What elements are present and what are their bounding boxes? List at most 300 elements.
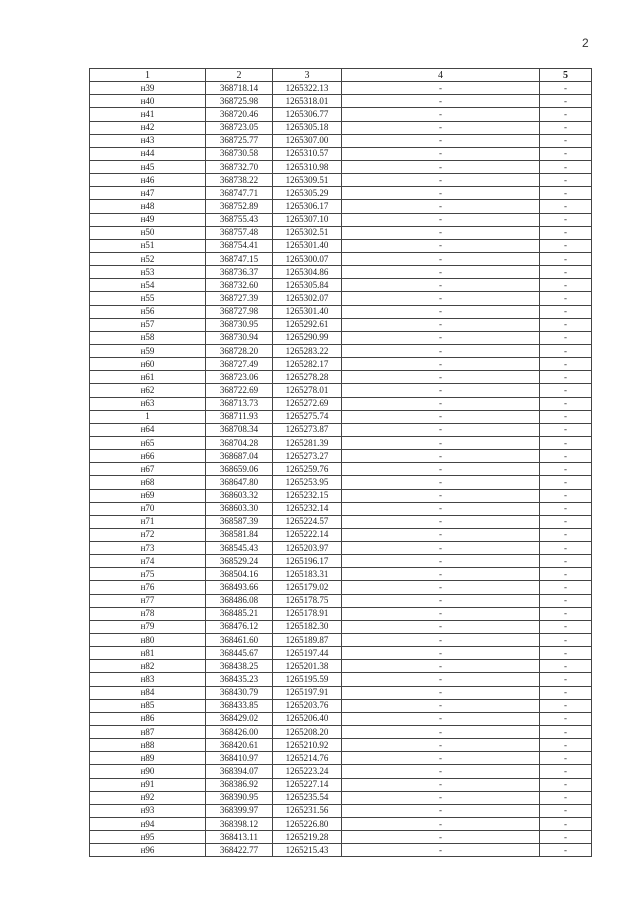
col5-cell: -: [540, 489, 592, 502]
table-row: [90, 371, 592, 384]
x-coordinate-cell: 368713.73: [206, 397, 273, 410]
col5-cell: -: [540, 187, 592, 200]
point-id-cell: н57: [90, 318, 206, 331]
point-id-cell: н90: [90, 765, 206, 778]
point-id-cell: н81: [90, 647, 206, 660]
point-id-cell: н48: [90, 200, 206, 213]
table-row: [90, 515, 592, 528]
col4-cell: -: [342, 660, 540, 673]
y-coordinate-cell: 1265208.20: [273, 726, 342, 739]
table-row: [90, 463, 592, 476]
table-body: [90, 82, 592, 857]
point-id-cell: 1: [90, 410, 206, 423]
y-coordinate-cell: 1265301.40: [273, 239, 342, 252]
col4-cell: -: [342, 305, 540, 318]
x-coordinate-cell: 368730.94: [206, 331, 273, 344]
point-id-cell: н86: [90, 712, 206, 725]
point-id-cell: н95: [90, 831, 206, 844]
y-coordinate-cell: 1265281.39: [273, 436, 342, 449]
col5-cell: -: [540, 305, 592, 318]
y-coordinate-cell: 1265253.95: [273, 476, 342, 489]
x-coordinate-cell: 368430.79: [206, 686, 273, 699]
table-row: [90, 358, 592, 371]
x-coordinate-cell: 368438.25: [206, 660, 273, 673]
y-coordinate-cell: 1265196.17: [273, 555, 342, 568]
col4-cell: -: [342, 160, 540, 173]
point-id-cell: н94: [90, 818, 206, 831]
x-coordinate-cell: 368727.49: [206, 358, 273, 371]
table-row: [90, 423, 592, 436]
point-id-cell: н69: [90, 489, 206, 502]
table-row: [90, 739, 592, 752]
table-row: [90, 489, 592, 502]
x-coordinate-cell: 368754.41: [206, 239, 273, 252]
col4-cell: -: [342, 384, 540, 397]
point-id-cell: н41: [90, 108, 206, 121]
col5-cell: -: [540, 804, 592, 817]
x-coordinate-cell: 368413.11: [206, 831, 273, 844]
point-id-cell: н56: [90, 305, 206, 318]
col5-cell: -: [540, 213, 592, 226]
col4-cell: -: [342, 344, 540, 357]
point-id-cell: н46: [90, 174, 206, 187]
table-row: [90, 450, 592, 463]
point-id-cell: н39: [90, 82, 206, 95]
x-coordinate-cell: 368687.04: [206, 450, 273, 463]
col5-cell: -: [540, 95, 592, 108]
y-coordinate-cell: 1265307.10: [273, 213, 342, 226]
y-coordinate-cell: 1265307.00: [273, 134, 342, 147]
col4-cell: -: [342, 213, 540, 226]
col4-cell: -: [342, 778, 540, 791]
y-coordinate-cell: 1265278.28: [273, 371, 342, 384]
table-row: [90, 147, 592, 160]
col5-cell: -: [540, 174, 592, 187]
y-coordinate-cell: 1265219.28: [273, 831, 342, 844]
col5-cell: -: [540, 712, 592, 725]
x-coordinate-cell: 368587.39: [206, 515, 273, 528]
col5-cell: -: [540, 778, 592, 791]
y-coordinate-cell: 1265273.87: [273, 423, 342, 436]
x-coordinate-cell: 368752.89: [206, 200, 273, 213]
point-id-cell: н72: [90, 528, 206, 541]
col4-cell: -: [342, 134, 540, 147]
col4-cell: -: [342, 634, 540, 647]
point-id-cell: н51: [90, 239, 206, 252]
table-row: [90, 752, 592, 765]
point-id-cell: н87: [90, 726, 206, 739]
table-row: [90, 791, 592, 804]
y-coordinate-cell: 1265306.77: [273, 108, 342, 121]
y-coordinate-cell: 1265178.75: [273, 594, 342, 607]
point-id-cell: н84: [90, 686, 206, 699]
y-coordinate-cell: 1265275.74: [273, 410, 342, 423]
col4-cell: -: [342, 239, 540, 252]
y-coordinate-cell: 1265292.61: [273, 318, 342, 331]
table-row: [90, 344, 592, 357]
table-row: [90, 266, 592, 279]
col5-cell: -: [540, 436, 592, 449]
col5-cell: -: [540, 239, 592, 252]
x-coordinate-cell: 368727.98: [206, 305, 273, 318]
col5-cell: -: [540, 147, 592, 160]
x-coordinate-cell: 368727.39: [206, 292, 273, 305]
col5-cell: -: [540, 765, 592, 778]
y-coordinate-cell: 1265197.44: [273, 647, 342, 660]
col4-cell: -: [342, 818, 540, 831]
col5-cell: -: [540, 647, 592, 660]
y-coordinate-cell: 1265189.87: [273, 634, 342, 647]
y-coordinate-cell: 1265272.69: [273, 397, 342, 410]
table-row: [90, 778, 592, 791]
table-row: [90, 305, 592, 318]
x-coordinate-cell: 368730.58: [206, 147, 273, 160]
x-coordinate-cell: 368708.34: [206, 423, 273, 436]
y-coordinate-cell: 1265222.14: [273, 528, 342, 541]
col4-cell: -: [342, 542, 540, 555]
table-row: [90, 581, 592, 594]
x-coordinate-cell: 368486.08: [206, 594, 273, 607]
x-coordinate-cell: 368725.98: [206, 95, 273, 108]
col5-cell: -: [540, 279, 592, 292]
y-coordinate-cell: 1265178.91: [273, 607, 342, 620]
point-id-cell: н76: [90, 581, 206, 594]
x-coordinate-cell: 368529.24: [206, 555, 273, 568]
col4-cell: -: [342, 752, 540, 765]
col5-cell: -: [540, 502, 592, 515]
table-row: [90, 804, 592, 817]
col4-cell: -: [342, 607, 540, 620]
col4-cell: -: [342, 358, 540, 371]
col5-cell: -: [540, 252, 592, 265]
table-row: [90, 528, 592, 541]
coordinates-table: [89, 68, 592, 857]
col5-cell: -: [540, 410, 592, 423]
y-coordinate-cell: 1265214.76: [273, 752, 342, 765]
col5-cell: -: [540, 726, 592, 739]
table-row: [90, 607, 592, 620]
x-coordinate-cell: 368718.14: [206, 82, 273, 95]
col4-cell: -: [342, 279, 540, 292]
col4-cell: -: [342, 528, 540, 541]
x-coordinate-cell: 368398.12: [206, 818, 273, 831]
x-coordinate-cell: 368390.95: [206, 791, 273, 804]
y-coordinate-cell: 1265206.40: [273, 712, 342, 725]
col5-cell: -: [540, 818, 592, 831]
x-coordinate-cell: 368545.43: [206, 542, 273, 555]
point-id-cell: н89: [90, 752, 206, 765]
col4-cell: -: [342, 673, 540, 686]
col4-cell: -: [342, 410, 540, 423]
col5-cell: -: [540, 555, 592, 568]
point-id-cell: н47: [90, 187, 206, 200]
x-coordinate-cell: 368747.15: [206, 252, 273, 265]
y-coordinate-cell: 1265197.91: [273, 686, 342, 699]
col5-cell: -: [540, 844, 592, 857]
col5-cell: -: [540, 660, 592, 673]
col5-cell: -: [540, 528, 592, 541]
y-coordinate-cell: 1265304.86: [273, 266, 342, 279]
col4-cell: -: [342, 174, 540, 187]
table-row: [90, 318, 592, 331]
col5-cell: -: [540, 831, 592, 844]
point-id-cell: н50: [90, 226, 206, 239]
x-coordinate-cell: 368433.85: [206, 699, 273, 712]
table-row: [90, 134, 592, 147]
y-coordinate-cell: 1265210.92: [273, 739, 342, 752]
y-coordinate-cell: 1265259.76: [273, 463, 342, 476]
table-row: [90, 476, 592, 489]
point-id-cell: н55: [90, 292, 206, 305]
table-row: [90, 647, 592, 660]
col5-cell: -: [540, 82, 592, 95]
y-coordinate-cell: 1265235.54: [273, 791, 342, 804]
y-coordinate-cell: 1265301.40: [273, 305, 342, 318]
col4-cell: -: [342, 647, 540, 660]
table-row: [90, 187, 592, 200]
col5-cell: -: [540, 476, 592, 489]
header-row: [90, 69, 592, 82]
x-coordinate-cell: 368420.61: [206, 739, 273, 752]
x-coordinate-cell: 368723.06: [206, 371, 273, 384]
col5-cell: -: [540, 423, 592, 436]
table-row: [90, 568, 592, 581]
x-coordinate-cell: 368410.97: [206, 752, 273, 765]
col4-cell: -: [342, 594, 540, 607]
col5-cell: -: [540, 791, 592, 804]
y-coordinate-cell: 1265195.59: [273, 673, 342, 686]
y-coordinate-cell: 1265231.56: [273, 804, 342, 817]
point-id-cell: н92: [90, 791, 206, 804]
col5-cell: -: [540, 673, 592, 686]
x-coordinate-cell: 368426.00: [206, 726, 273, 739]
col4-cell: -: [342, 712, 540, 725]
col5-cell: -: [540, 699, 592, 712]
table-row: [90, 686, 592, 699]
point-id-cell: н75: [90, 568, 206, 581]
table-row: [90, 436, 592, 449]
y-coordinate-cell: 1265232.15: [273, 489, 342, 502]
col4-cell: -: [342, 108, 540, 121]
col4-cell: -: [342, 95, 540, 108]
col4-cell: -: [342, 423, 540, 436]
col5-cell: -: [540, 358, 592, 371]
col4-cell: -: [342, 489, 540, 502]
table-row: [90, 831, 592, 844]
x-coordinate-cell: 368504.16: [206, 568, 273, 581]
point-id-cell: н96: [90, 844, 206, 857]
point-id-cell: н91: [90, 778, 206, 791]
point-id-cell: н62: [90, 384, 206, 397]
x-coordinate-cell: 368581.84: [206, 528, 273, 541]
col5-cell: -: [540, 607, 592, 620]
point-id-cell: н53: [90, 266, 206, 279]
table-row: [90, 712, 592, 725]
point-id-cell: н49: [90, 213, 206, 226]
table-row: [90, 108, 592, 121]
point-id-cell: н73: [90, 542, 206, 555]
y-coordinate-cell: 1265201.38: [273, 660, 342, 673]
point-id-cell: н44: [90, 147, 206, 160]
x-coordinate-cell: 368728.20: [206, 344, 273, 357]
table-row: [90, 331, 592, 344]
point-id-cell: н45: [90, 160, 206, 173]
y-coordinate-cell: 1265302.51: [273, 226, 342, 239]
col4-cell: -: [342, 568, 540, 581]
col4-cell: -: [342, 292, 540, 305]
table-row: [90, 765, 592, 778]
col4-cell: -: [342, 331, 540, 344]
header-col-4: 4: [342, 69, 540, 82]
table-row: [90, 174, 592, 187]
y-coordinate-cell: 1265179.02: [273, 581, 342, 594]
table-row: [90, 555, 592, 568]
table-row: [90, 200, 592, 213]
x-coordinate-cell: 368725.77: [206, 134, 273, 147]
table-row: [90, 673, 592, 686]
x-coordinate-cell: 368730.95: [206, 318, 273, 331]
y-coordinate-cell: 1265223.24: [273, 765, 342, 778]
point-id-cell: н80: [90, 634, 206, 647]
x-coordinate-cell: 368722.69: [206, 384, 273, 397]
y-coordinate-cell: 1265224.57: [273, 515, 342, 528]
point-id-cell: н88: [90, 739, 206, 752]
col5-cell: -: [540, 752, 592, 765]
col4-cell: -: [342, 804, 540, 817]
point-id-cell: н42: [90, 121, 206, 134]
header-col-1: 1: [90, 69, 206, 82]
col4-cell: -: [342, 739, 540, 752]
col4-cell: -: [342, 318, 540, 331]
x-coordinate-cell: 368659.06: [206, 463, 273, 476]
x-coordinate-cell: 368732.70: [206, 160, 273, 173]
point-id-cell: н83: [90, 673, 206, 686]
col5-cell: -: [540, 292, 592, 305]
col5-cell: -: [540, 134, 592, 147]
table-row: [90, 726, 592, 739]
table-row: [90, 384, 592, 397]
x-coordinate-cell: 368476.12: [206, 620, 273, 633]
table-row: [90, 121, 592, 134]
table-row: [90, 239, 592, 252]
col4-cell: -: [342, 726, 540, 739]
table-row: [90, 82, 592, 95]
x-coordinate-cell: 368399.97: [206, 804, 273, 817]
x-coordinate-cell: 368493.66: [206, 581, 273, 594]
col5-cell: -: [540, 686, 592, 699]
col5-cell: -: [540, 515, 592, 528]
point-id-cell: н54: [90, 279, 206, 292]
col5-cell: -: [540, 463, 592, 476]
point-id-cell: н93: [90, 804, 206, 817]
y-coordinate-cell: 1265215.43: [273, 844, 342, 857]
table-row: [90, 818, 592, 831]
col5-cell: -: [540, 331, 592, 344]
y-coordinate-cell: 1265306.17: [273, 200, 342, 213]
table-row: [90, 292, 592, 305]
point-id-cell: н52: [90, 252, 206, 265]
point-id-cell: н40: [90, 95, 206, 108]
y-coordinate-cell: 1265227.14: [273, 778, 342, 791]
point-id-cell: н74: [90, 555, 206, 568]
col4-cell: -: [342, 121, 540, 134]
y-coordinate-cell: 1265322.13: [273, 82, 342, 95]
y-coordinate-cell: 1265226.80: [273, 818, 342, 831]
x-coordinate-cell: 368755.43: [206, 213, 273, 226]
col5-cell: -: [540, 266, 592, 279]
table-header: [90, 69, 592, 82]
col5-cell: -: [540, 594, 592, 607]
x-coordinate-cell: 368386.92: [206, 778, 273, 791]
point-id-cell: н67: [90, 463, 206, 476]
point-id-cell: н64: [90, 423, 206, 436]
header-col-2: 2: [206, 69, 273, 82]
x-coordinate-cell: 368704.28: [206, 436, 273, 449]
col4-cell: -: [342, 844, 540, 857]
point-id-cell: н71: [90, 515, 206, 528]
col4-cell: -: [342, 555, 540, 568]
table-row: [90, 279, 592, 292]
table-row: [90, 502, 592, 515]
table-row: [90, 252, 592, 265]
x-coordinate-cell: 368732.60: [206, 279, 273, 292]
table-row: [90, 397, 592, 410]
x-coordinate-cell: 368429.02: [206, 712, 273, 725]
point-id-cell: н68: [90, 476, 206, 489]
y-coordinate-cell: 1265282.17: [273, 358, 342, 371]
col5-cell: -: [540, 384, 592, 397]
x-coordinate-cell: 368461.60: [206, 634, 273, 647]
table-row: [90, 660, 592, 673]
col4-cell: -: [342, 450, 540, 463]
col5-cell: -: [540, 160, 592, 173]
col4-cell: -: [342, 397, 540, 410]
x-coordinate-cell: 368603.30: [206, 502, 273, 515]
table-row: [90, 699, 592, 712]
y-coordinate-cell: 1265310.57: [273, 147, 342, 160]
y-coordinate-cell: 1265305.84: [273, 279, 342, 292]
table-row: [90, 634, 592, 647]
col4-cell: -: [342, 765, 540, 778]
col4-cell: -: [342, 226, 540, 239]
y-coordinate-cell: 1265182.30: [273, 620, 342, 633]
col5-cell: -: [540, 739, 592, 752]
point-id-cell: н70: [90, 502, 206, 515]
x-coordinate-cell: 368422.77: [206, 844, 273, 857]
x-coordinate-cell: 368711.93: [206, 410, 273, 423]
col5-cell: -: [540, 450, 592, 463]
col5-cell: -: [540, 200, 592, 213]
table-row: [90, 213, 592, 226]
y-coordinate-cell: 1265302.07: [273, 292, 342, 305]
point-id-cell: н65: [90, 436, 206, 449]
x-coordinate-cell: 368757.48: [206, 226, 273, 239]
point-id-cell: н43: [90, 134, 206, 147]
y-coordinate-cell: 1265183.31: [273, 568, 342, 581]
col5-cell: -: [540, 568, 592, 581]
y-coordinate-cell: 1265300.07: [273, 252, 342, 265]
y-coordinate-cell: 1265305.18: [273, 121, 342, 134]
table-row: [90, 160, 592, 173]
col5-cell: -: [540, 634, 592, 647]
col5-cell: -: [540, 121, 592, 134]
table-row: [90, 410, 592, 423]
x-coordinate-cell: 368747.71: [206, 187, 273, 200]
col5-cell: -: [540, 318, 592, 331]
col4-cell: -: [342, 699, 540, 712]
col4-cell: -: [342, 436, 540, 449]
col4-cell: -: [342, 620, 540, 633]
